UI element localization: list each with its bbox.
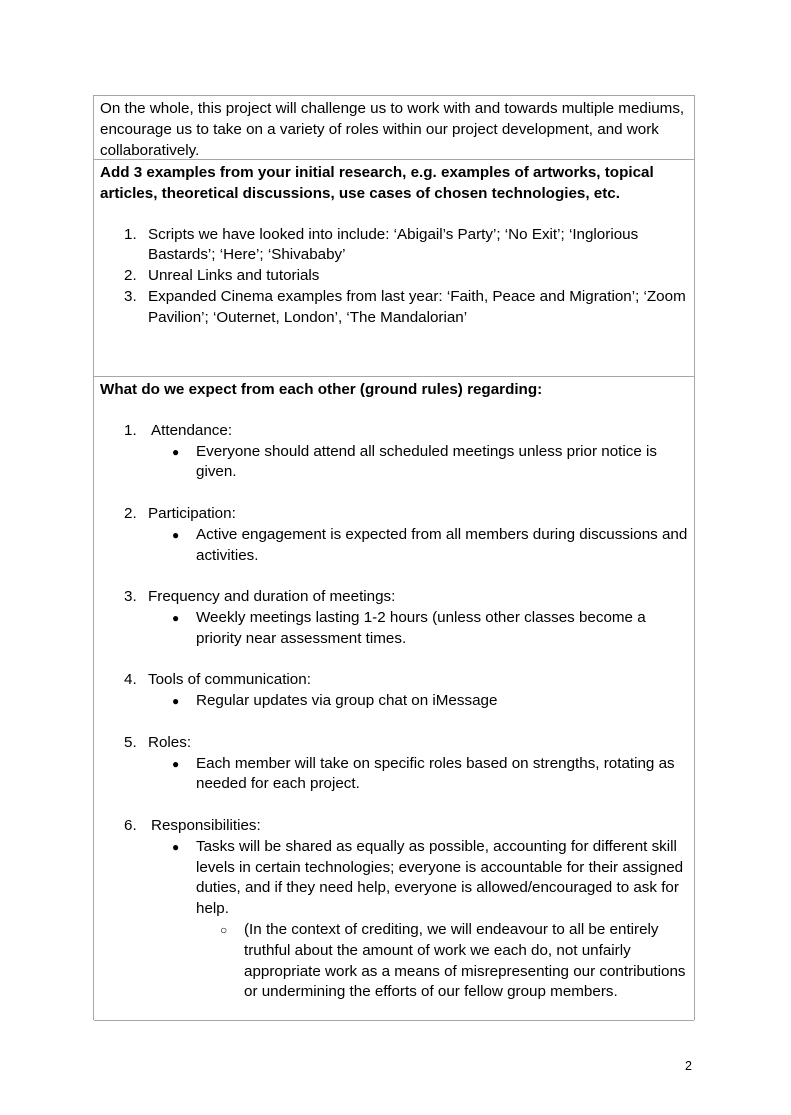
list-item: [100, 225, 688, 267]
ground-rules-cell: [94, 377, 694, 1021]
rule-item-meetings: [100, 587, 688, 649]
list-item: [100, 266, 688, 287]
rule-title: Frequency and duration of meetings:: [148, 588, 396, 606]
list-number: 2.: [124, 504, 137, 522]
list-item-text: Scripts we have looked into include: ‘Abigail’s Party’; ‘No Exit’; ‘Inglorious Bastards’; ‘Here’; ‘Shivababy’: [148, 225, 639, 264]
rule-title: Tools of communication:: [148, 671, 311, 689]
rule-item-attendance: [100, 421, 688, 483]
bullet-icon: ●: [172, 610, 180, 625]
ground-rules-heading: What do we expect from each other (ground rules) regarding:: [100, 381, 543, 398]
rule-item-participation: [100, 504, 688, 566]
rule-bullet-text: Tasks will be shared as equally as possible, accounting for different skill levels in certain technologies; everyone is accountable for their assigned duties, and if they need help, everyone is allowed/encouraged to ask for help.: [196, 837, 684, 918]
rule-item-roles: [100, 733, 688, 795]
rule-bullet: [148, 442, 688, 484]
rule-title: Attendance:: [151, 421, 233, 439]
rule-bullet-text: Everyone should attend all scheduled meetings unless prior notice is given.: [196, 442, 657, 481]
list-number: 1.: [124, 225, 137, 243]
research-heading: Add 3 examples from your initial research, e.g. examples of artworks, topical articles, theoretical discussions, use cases of chosen technologies, etc.: [100, 164, 654, 202]
rule-title: Participation:: [148, 504, 236, 522]
list-item-text: Expanded Cinema examples from last year: ‘Faith, Peace and Migration’; ‘Zoom Pavilion’; ‘Outernet, London’, ‘The Mandalorian’: [148, 287, 686, 326]
research-list: [100, 225, 688, 329]
bullet-icon: ●: [172, 444, 180, 459]
bullet-icon: ●: [172, 527, 180, 542]
rule-bullet: [148, 754, 688, 796]
page-number: 2: [685, 1059, 692, 1073]
bullet-icon: ●: [172, 839, 180, 854]
rule-item-responsibilities: [100, 816, 688, 1003]
rule-bullet: [148, 608, 688, 650]
rule-bullet-text: Each member will take on specific roles based on strengths, rotating as needed for each project.: [196, 754, 675, 793]
rule-bullet-text: Regular updates via group chat on iMessage: [196, 692, 498, 710]
research-cell: [94, 160, 694, 377]
list-number: 1.: [124, 421, 137, 439]
document-table: [93, 95, 695, 1020]
list-number: 3.: [124, 588, 137, 606]
rule-sub-bullet: [196, 920, 688, 1003]
rule-bullet: [148, 525, 688, 567]
list-number: 2.: [124, 267, 137, 285]
list-item: [100, 287, 688, 329]
rule-sub-bullet-text: (In the context of crediting, we will endeavour to all be entirely truthful about the amount of work we each do, not unfairly appropriate work as a means of misrepresenting our contributions or undermining the efforts of our fellow group members.: [244, 920, 686, 1001]
hollow-bullet-icon: ○: [220, 922, 228, 937]
rule-bullet: [148, 691, 688, 712]
bullet-icon: ●: [172, 756, 180, 771]
rule-item-communication: [100, 670, 688, 712]
intro-cell: [94, 96, 694, 160]
list-item-text: Unreal Links and tutorials: [148, 267, 320, 285]
ground-rules-list: [100, 421, 688, 1003]
bullet-icon: ●: [172, 694, 180, 709]
list-number: 5.: [124, 733, 137, 751]
rule-bullet-text: Weekly meetings lasting 1-2 hours (unless other classes become a priority near assessment times.: [196, 608, 646, 647]
rule-bullet-text: Active engagement is expected from all members during discussions and activities.: [196, 525, 688, 564]
list-number: 6.: [124, 816, 137, 834]
list-number: 4.: [124, 671, 137, 689]
rule-title: Responsibilities:: [151, 816, 261, 834]
rule-title: Roles:: [148, 733, 192, 751]
list-number: 3.: [124, 287, 137, 305]
intro-paragraph: On the whole, this project will challenge us to work with and towards multiple mediums, encourage us to take on a variety of roles within our project development, and work collaboratively.: [100, 100, 685, 159]
rule-bullet: [148, 837, 688, 1003]
